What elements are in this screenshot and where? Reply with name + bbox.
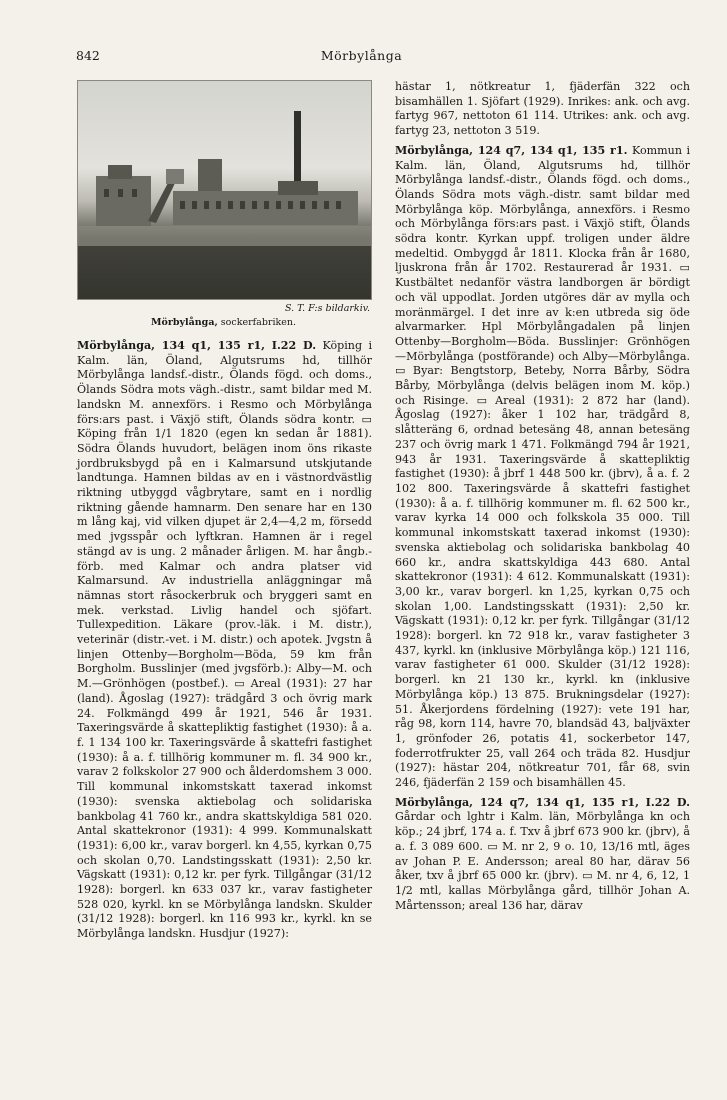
- factory-photo-drawing: [78, 81, 371, 299]
- entry-continuation: hästar 1, nötkreatur 1, fjäderfän 322 och bisamhällen 1. Sjöfart (1929). Inrikes: ank. och avg. fartyg 967, nettoton 61 114. Utrikes: ank. och avg. fartyg 23, nettoton 3 519.: [395, 80, 690, 138]
- entry-body: Köping i Kalm. län, Öland, Algutsrums hd, tillhör Mörbylånga landsf.-distr., Ölands fögd. och doms., Ölands Södra mots vägh.-distr., samt bildar med M. landskn M. annexförs. i Resmo och Mörbylånga förs:ars past. i Växjö stift, Ölands södra kontr. ▭ Köping från 1/1 1820 (egen kn sedan år 1881). Södra Ölands huvudort, belägen inom öns rikaste jordbruksbygd på en i Kalmarsund utskjutande landtunga. Hamnen bildas av en i västnordvästlig riktning utbyggd vågbrytare, samt en i nordlig riktning gående hamnarm. Den senare har en 130 m lång kaj, vid vilken djupet är 2,4—4,2 m, försedd med jvgsspår och lyftkran. Hamnen är i regel stängd av is ung. 2 månader årligen. M. har ångb.-förb. med Kalmar och andra platser vid Kalmarsund. Av industriella anläggningar må nämnas stort råsockerbruk och bryggeri samt en mek. verkstad. Livlig handel och sjöfart. Tullexpedition. Läkare (prov.-läk. i M. distr.), veterinär (distr.-vet. i M. distr.) och apotek. Jvgstn å linjen Ottenby—Borgholm—Böda, 59 km från Borgholm. Busslinjer (med jvgsförb.): Alby—M. och M.—Grönhögen (postbef.). ▭ Areal (1931): 27 har (land). Ågoslag (1927): trädgård 3 och övrig mark 24. Folkmängd 499 år 1921, 546 år 1931. Taxeringsvärde å skattepliktig fastighet (1930): å a. f. 1 134 100 kr. Taxeringsvärde å skattefri fastighet (1930): å a. f. tillhörig kommuner m. fl. 34 900 kr., varav 2 folkskolor 27 900 och ålderdomshem 3 000. Till kommunal inkomstskatt taxerad inkomst (1930): svenska aktiebolag och solidariska bankbolag 41 760 kr., andra skattskyldiga 581 020. Antal skattekronor (1931): 4 999. Kommunalskatt (1931): 6,00 kr., varav borgerl. kn 4,55, kyrkan 0,75 och skolan 0,70. Landstingsskatt (1931): 2,50 kr. Vägskatt (1931): 0,12 kr. per fyrk. Tillgångar (31/12 1928): borgerl. kn 633 037 kr., varav fastigheter 528 020, kyrkl. kn se Mörbylånga landskn. Skulder (31/12 1928): borgerl. kn 116 993 kr., kyrkl. kn se Mörbylånga landskn. Husdjur (1927):: [77, 339, 372, 941]
- entry-morbylanga-farms: [395, 796, 690, 914]
- factory-photo: [77, 80, 372, 300]
- running-head: Mörbylånga: [320, 48, 403, 63]
- entry-headword: Mörbylånga, 124 q7, 134 q1, 135 r1, I.22 D.: [395, 795, 690, 809]
- caption-title: Mörbylånga,: [150, 317, 218, 328]
- left-column: [77, 80, 372, 947]
- right-column: [395, 80, 690, 918]
- entry-headword: Mörbylånga, 124 q7, 134 q1, 135 r1.: [395, 143, 628, 157]
- figure: [77, 80, 370, 329]
- caption-text: sockerfabriken.: [217, 317, 296, 328]
- page-header: [76, 48, 647, 66]
- entry-body: Kommun i Kalm. län, Öland, Algutsrums hd, tillhör Mörbylånga landsf.-distr., Ölands fögd. och doms., Ölands Södra mots vägh.-distr. samt bildar med Mörbylånga köp. Mörbylånga, annexförs. i Resmo och Mörbylånga förs:ars past. i Växjö stift, Ölands södra kontr. Kyrkan uppf. troligen under äldre medeltid. Ombyggd år 1811. Klocka från år 1680, ljuskrona från år 1702. Restaurerad år 1931. ▭ Kustbältet nedanför västra landborgen är bördigt och väl uppodlat. Jorden utgöres där av mylla och moränmärgel. I det inre av k:en utbreda sig öde alvarmarker. Hpl Mörbylångadalen på linjen Ottenby—Borgholm—Böda. Busslinjer: Grönhögen—Mörbylånga (postförande) och Alby—Mörbylånga. ▭ Byar: Bengtstorp, Beteby, Norra Bårby, Södra Bårby, Mörbylånga (delvis belägen inom M. köp.) och Risinge. ▭ Areal (1931): 2 872 har (land). Ågoslag (1927): åker 1 102 har, trädgård 8, slåtteräng 6, ordnad betesäng 48, annan betesäng 237 och övrig mark 1 471. Folkmängd 794 år 1921, 943 år 1931. Taxeringsvärde å skattepliktig fastighet (1930): å jbrf 1 448 500 kr. (jbrv), å a. f. 2 102 800. Taxeringsvärde å skattefri fastighet (1930): å a. f. tillhörig kommuner m. fl. 62 500 kr., varav kyrka 14 000 och folkskola 35 000. Till kommunal inkomstskatt taxerad inkomst (1930): svenska aktiebolag och solidariska bankbolag 40 660 kr., andra skattskyldiga 443 680. Antal skattekronor (1931): 4 612. Kommunalskatt (1931): 3,00 kr., varav borgerl. kn 1,25, kyrkan 0,75 och skolan 1,00. Landstingsskatt (1931): 2,50 kr. Vägskatt (1931): 0,12 kr. per fyrk. Tillgångar (31/12 1928): borgerl. kn 72 918 kr., varav fastigheter 3 437, kyrkl. kn (inklusive Mörbylånga köp.) 121 116, varav fastigheter 61 000. Skulder (31/12 1928): borgerl. kn 21 130 kr., kyrkl. kn (inklusive Mörbylånga köp.) 13 875. Brukningsdelar (1927): 51. Åkerjordens fördelning (1927): vete 191 har, råg 98, korn 114, havre 70, blandsäd 43, baljväxter 1, grönfoder 26, potatis 41, sockerbetor 147, foderrotfrukter 25, vall 264 och träda 82. Husdjur (1927): hästar 204, nötkreatur 701, får 68, svin 246, fjäderfän 2 159 och bisamhällen 45.: [395, 143, 690, 790]
- entry-morbylanga-town: [77, 339, 372, 942]
- entry-headword: Mörbylånga, 134 q1, 135 r1, I.22 D.: [77, 339, 317, 352]
- figure-caption: [77, 317, 370, 329]
- photo-credit: S. T. F:s bildarkiv.: [284, 303, 370, 314]
- entry-morbylanga-municipality: [395, 144, 690, 791]
- entry-body: Gårdar och lghtr i Kalm. län, Mörbylånga kn och köp.; 24 jbrf, 174 a. f. Txv å jbrf 673 900 kr. (jbrv), å a. f. 3 089 600. ▭ M. nr 2, 9 o. 10, 13/16 mtl, äges av Johan P. E. Andersson; areal 80 har, därav 56 åker, txv å jbrf 65 000 kr. (jbrv). ▭ M. nr 4, 6, 12, 1 1/2 mtl, kallas Mörbylånga gård, tillhör Johan A. Mårtensson; areal 136 har, därav: [395, 810, 690, 912]
- page-number: 842: [76, 48, 100, 63]
